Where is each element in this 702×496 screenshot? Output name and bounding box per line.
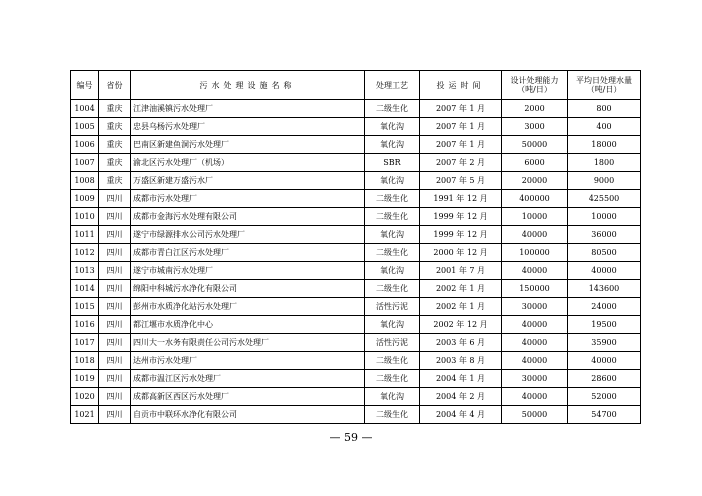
table-row xyxy=(71,298,641,316)
cell-capacity: 150000 xyxy=(502,280,568,298)
cell-province: 四川 xyxy=(99,244,131,262)
cell-process: 氧化沟 xyxy=(365,118,420,136)
cell-province: 重庆 xyxy=(99,172,131,190)
cell-id: 1009 xyxy=(71,190,99,208)
cell-id: 1007 xyxy=(71,154,99,172)
cell-name: 遂宁市绿源排水公司污水处理厂 xyxy=(131,226,365,244)
table-row xyxy=(71,208,641,226)
cell-id: 1016 xyxy=(71,316,99,334)
cell-process: 活性污泥 xyxy=(365,334,420,352)
cell-date: 2007 年 1 月 xyxy=(420,136,502,154)
cell-name: 绵阳中科城污水净化有限公司 xyxy=(131,280,365,298)
cell-name: 渝北区污水处理厂（机场） xyxy=(131,154,365,172)
cell-name: 都江堰市水质净化中心 xyxy=(131,316,365,334)
cell-id: 1015 xyxy=(71,298,99,316)
cell-capacity: 30000 xyxy=(502,370,568,388)
cell-name: 四川大一水务有限责任公司污水处理厂 xyxy=(131,334,365,352)
cell-id: 1020 xyxy=(71,388,99,406)
cell-daily: 800 xyxy=(568,100,641,118)
cell-name: 达州市污水处理厂 xyxy=(131,352,365,370)
cell-date: 2004 年 1 月 xyxy=(420,370,502,388)
cell-province: 重庆 xyxy=(99,154,131,172)
cell-name: 成都市污水处理厂 xyxy=(131,190,365,208)
cell-province: 四川 xyxy=(99,280,131,298)
header-daily-line1: 平均日处理水量 xyxy=(576,76,632,85)
cell-province: 四川 xyxy=(99,316,131,334)
cell-province: 四川 xyxy=(99,370,131,388)
cell-id: 1008 xyxy=(71,172,99,190)
table-row xyxy=(71,226,641,244)
cell-daily: 1800 xyxy=(568,154,641,172)
cell-process: 氧化沟 xyxy=(365,172,420,190)
header-province: 省份 xyxy=(99,71,131,100)
cell-province: 重庆 xyxy=(99,136,131,154)
cell-process: 二级生化 xyxy=(365,406,420,424)
table-row xyxy=(71,244,641,262)
cell-date: 2001 年 7 月 xyxy=(420,262,502,280)
cell-date: 2002 年 1 月 xyxy=(420,298,502,316)
cell-daily: 36000 xyxy=(568,226,641,244)
cell-province: 重庆 xyxy=(99,118,131,136)
table-row xyxy=(71,262,641,280)
cell-capacity: 40000 xyxy=(502,262,568,280)
cell-daily: 80500 xyxy=(568,244,641,262)
cell-process: 二级生化 xyxy=(365,190,420,208)
cell-daily: 35900 xyxy=(568,334,641,352)
cell-capacity: 3000 xyxy=(502,118,568,136)
table-row xyxy=(71,172,641,190)
cell-name: 成都市青白江区污水处理厂 xyxy=(131,244,365,262)
table-row xyxy=(71,316,641,334)
cell-date: 2002 年 12 月 xyxy=(420,316,502,334)
cell-daily: 40000 xyxy=(568,262,641,280)
cell-process: 二级生化 xyxy=(365,352,420,370)
facility-table xyxy=(70,70,641,424)
cell-date: 1999 年 12 月 xyxy=(420,208,502,226)
cell-id: 1013 xyxy=(71,262,99,280)
cell-province: 四川 xyxy=(99,406,131,424)
cell-capacity: 6000 xyxy=(502,154,568,172)
cell-id: 1011 xyxy=(71,226,99,244)
cell-name: 成都高新区西区污水处理厂 xyxy=(131,388,365,406)
cell-id: 1014 xyxy=(71,280,99,298)
header-daily-line2: （吨/日） xyxy=(586,85,622,94)
cell-province: 四川 xyxy=(99,208,131,226)
header-date: 投运时间 xyxy=(420,71,502,100)
cell-daily: 24000 xyxy=(568,298,641,316)
table-row xyxy=(71,334,641,352)
cell-date: 1999 年 12 月 xyxy=(420,226,502,244)
cell-daily: 10000 xyxy=(568,208,641,226)
cell-id: 1017 xyxy=(71,334,99,352)
cell-date: 2003 年 8 月 xyxy=(420,352,502,370)
header-process: 处理工艺 xyxy=(365,71,420,100)
cell-capacity: 40000 xyxy=(502,226,568,244)
page-number: — 59 — xyxy=(329,431,373,444)
cell-daily: 143600 xyxy=(568,280,641,298)
table-body xyxy=(71,100,641,424)
cell-id: 1004 xyxy=(71,100,99,118)
cell-id: 1012 xyxy=(71,244,99,262)
cell-capacity: 400000 xyxy=(502,190,568,208)
cell-id: 1019 xyxy=(71,370,99,388)
cell-process: 氧化沟 xyxy=(365,316,420,334)
table-header xyxy=(71,71,641,100)
cell-date: 1991 年 12 月 xyxy=(420,190,502,208)
table-row xyxy=(71,388,641,406)
cell-capacity: 2000 xyxy=(502,100,568,118)
cell-process: 氧化沟 xyxy=(365,226,420,244)
cell-date: 2007 年 5 月 xyxy=(420,172,502,190)
table-row xyxy=(71,100,641,118)
table-row xyxy=(71,118,641,136)
cell-id: 1006 xyxy=(71,136,99,154)
cell-province: 四川 xyxy=(99,334,131,352)
cell-date: 2002 年 1 月 xyxy=(420,280,502,298)
cell-capacity: 40000 xyxy=(502,316,568,334)
cell-date: 2007 年 1 月 xyxy=(420,118,502,136)
cell-daily: 400 xyxy=(568,118,641,136)
cell-capacity: 20000 xyxy=(502,172,568,190)
cell-daily: 425500 xyxy=(568,190,641,208)
cell-capacity: 50000 xyxy=(502,136,568,154)
header-row xyxy=(71,71,641,100)
cell-name: 彭州市水质净化站污水处理厂 xyxy=(131,298,365,316)
cell-date: 2004 年 4 月 xyxy=(420,406,502,424)
cell-id: 1005 xyxy=(71,118,99,136)
cell-name: 万盛区新建万盛污水厂 xyxy=(131,172,365,190)
header-name: 污水处理设施名称 xyxy=(131,71,365,100)
cell-process: 氧化沟 xyxy=(365,388,420,406)
cell-daily: 40000 xyxy=(568,352,641,370)
table-row xyxy=(71,406,641,424)
cell-process: 氧化沟 xyxy=(365,136,420,154)
cell-date: 2003 年 6 月 xyxy=(420,334,502,352)
table-row xyxy=(71,352,641,370)
cell-province: 四川 xyxy=(99,298,131,316)
cell-capacity: 40000 xyxy=(502,334,568,352)
header-capacity xyxy=(502,71,568,100)
cell-daily: 54700 xyxy=(568,406,641,424)
cell-id: 1021 xyxy=(71,406,99,424)
cell-date: 2000 年 12 月 xyxy=(420,244,502,262)
cell-name: 巴南区新建鱼洞污水处理厂 xyxy=(131,136,365,154)
cell-daily: 28600 xyxy=(568,370,641,388)
cell-province: 四川 xyxy=(99,226,131,244)
table-row xyxy=(71,136,641,154)
cell-capacity: 10000 xyxy=(502,208,568,226)
cell-name: 遂宁市城南污水处理厂 xyxy=(131,262,365,280)
cell-date: 2007 年 1 月 xyxy=(420,100,502,118)
table-row xyxy=(71,154,641,172)
cell-date: 2007 年 2 月 xyxy=(420,154,502,172)
cell-name: 成都市金海污水处理有限公司 xyxy=(131,208,365,226)
cell-capacity: 40000 xyxy=(502,388,568,406)
cell-daily: 19500 xyxy=(568,316,641,334)
header-daily xyxy=(568,71,641,100)
cell-process: 二级生化 xyxy=(365,208,420,226)
cell-daily: 18000 xyxy=(568,136,641,154)
cell-daily: 9000 xyxy=(568,172,641,190)
cell-capacity: 100000 xyxy=(502,244,568,262)
cell-province: 四川 xyxy=(99,262,131,280)
table-row xyxy=(71,190,641,208)
header-id: 编号 xyxy=(71,71,99,100)
cell-process: 活性污泥 xyxy=(365,298,420,316)
header-capacity-line1: 设计处理能力 xyxy=(510,76,559,85)
cell-capacity: 40000 xyxy=(502,352,568,370)
cell-process: 二级生化 xyxy=(365,100,420,118)
cell-daily: 52000 xyxy=(568,388,641,406)
cell-process: 二级生化 xyxy=(365,280,420,298)
cell-province: 重庆 xyxy=(99,100,131,118)
cell-capacity: 50000 xyxy=(502,406,568,424)
cell-province: 四川 xyxy=(99,190,131,208)
header-capacity-line2: （吨/日） xyxy=(517,85,552,94)
cell-id: 1018 xyxy=(71,352,99,370)
cell-process: 氧化沟 xyxy=(365,262,420,280)
cell-capacity: 30000 xyxy=(502,298,568,316)
cell-process: SBR xyxy=(365,154,420,172)
cell-name: 江津油溪镇污水处理厂 xyxy=(131,100,365,118)
cell-province: 四川 xyxy=(99,352,131,370)
cell-name: 成都市温江区污水处理厂 xyxy=(131,370,365,388)
table-row xyxy=(71,370,641,388)
cell-id: 1010 xyxy=(71,208,99,226)
cell-process: 二级生化 xyxy=(365,370,420,388)
cell-date: 2004 年 2 月 xyxy=(420,388,502,406)
cell-name: 忠县乌杨污水处理厂 xyxy=(131,118,365,136)
table-row xyxy=(71,280,641,298)
cell-name: 自贡市中联环水净化有限公司 xyxy=(131,406,365,424)
cell-province: 四川 xyxy=(99,388,131,406)
cell-process: 二级生化 xyxy=(365,244,420,262)
